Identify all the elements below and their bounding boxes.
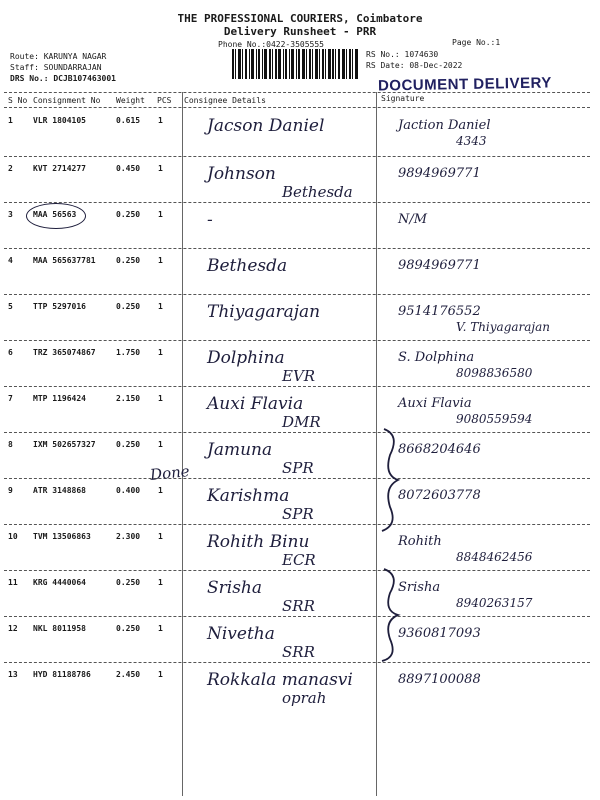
row-divider (4, 202, 590, 203)
staff: Staff: SOUNDARRAJAN (10, 63, 102, 72)
row-weight: 0.250 (116, 624, 141, 633)
row-consignment: MAA 56563 (33, 210, 77, 219)
row-weight: 0.450 (116, 164, 141, 173)
signature-extra: 8940263157 (456, 596, 533, 610)
row-sno: 4 (8, 256, 13, 265)
row-pcs: 1 (158, 624, 163, 633)
col-consignee: Consignee Details (184, 96, 266, 105)
signature: 9360817093 (398, 626, 481, 641)
row-sno: 13 (8, 670, 18, 679)
consignee-area: Bethesda (282, 183, 353, 201)
consignee-name: Nivetha (207, 624, 275, 644)
row-pcs: 1 (158, 440, 163, 449)
row-divider (4, 294, 590, 295)
consignee-area: oprah (282, 689, 327, 707)
row-consignment: MTP 1196424 (33, 394, 86, 403)
consignee-name: Thiyagarajan (207, 302, 321, 322)
row-divider (4, 616, 590, 617)
consignee-name: Rokkala manasvi (207, 670, 353, 690)
phone-number: Phone No.:0422-3505555 (218, 40, 324, 49)
signature: Srisha (398, 580, 441, 595)
col-pcs: PCS (157, 96, 172, 105)
consignee-divider (182, 92, 183, 796)
route: Route: KARUNYA NAGAR (10, 52, 107, 61)
row-consignment: TTP 5297016 (33, 302, 86, 311)
consignee-name: Jamuna (207, 440, 273, 460)
signature: 9894969771 (398, 258, 481, 273)
row-divider (4, 570, 590, 571)
consignee-area: SPR (282, 459, 314, 477)
signature: 8897100088 (398, 672, 481, 687)
consignee-name: Johnson (207, 164, 276, 184)
row-divider (4, 524, 590, 525)
drs-number: DRS No.: DCJB107463001 (10, 74, 116, 83)
col-sno: S No (8, 96, 28, 105)
row-sno: 3 (8, 210, 13, 219)
row-weight: 0.250 (116, 256, 141, 265)
row-consignment: IXM 502657327 (33, 440, 96, 449)
row-consignment: KRG 4440064 (33, 578, 86, 587)
row-pcs: 1 (158, 116, 163, 125)
row-weight: 2.150 (116, 394, 141, 403)
document-delivery-stamp: DOCUMENT DELIVERY (377, 74, 552, 95)
row-weight: 0.250 (116, 440, 141, 449)
signature: 8072603778 (398, 488, 481, 503)
consignee-area: EVR (282, 367, 316, 385)
row-sno: 11 (8, 578, 18, 587)
consignee-name: Srisha (207, 578, 263, 598)
consignee-name: Jacson Daniel (207, 116, 325, 136)
signature: 9514176552 (398, 304, 481, 319)
row-consignment: VLR 1804105 (33, 116, 86, 125)
signature: S. Dolphina (398, 350, 475, 365)
row-consignment: KVT 2714277 (33, 164, 86, 173)
header-divider (4, 107, 590, 108)
row-weight: 0.250 (116, 578, 141, 587)
row-pcs: 1 (158, 578, 163, 587)
row-consignment: NKL 8011958 (33, 624, 86, 633)
consignee-name: Dolphina (207, 348, 285, 368)
row-pcs: 1 (158, 164, 163, 173)
row-sno: 2 (8, 164, 13, 173)
row-weight: 0.400 (116, 486, 141, 495)
consignee-name: Rohith Binu (207, 532, 310, 552)
signature: N/M (398, 212, 428, 227)
consignee-area: ECR (282, 551, 316, 569)
row-sno: 10 (8, 532, 18, 541)
row-sno: 9 (8, 486, 13, 495)
table-top-line (4, 92, 590, 93)
row-weight: 0.250 (116, 302, 141, 311)
bracket-mark-2 (374, 565, 404, 665)
row-weight: 2.300 (116, 532, 141, 541)
col-consignment: Consignment No (33, 96, 101, 105)
consignee-area: SPR (282, 505, 314, 523)
row-sno: 1 (8, 116, 13, 125)
row-pcs: 1 (158, 532, 163, 541)
consignee-name: Auxi Flavia (207, 394, 304, 414)
company-name: THE PROFESSIONAL COURIERS, Coimbatore (177, 12, 423, 25)
bracket-mark (374, 425, 404, 535)
signature-extra: 4343 (456, 134, 487, 148)
consignee-area: SRR (282, 597, 315, 615)
done-annotation: Done (149, 461, 191, 485)
row-pcs: 1 (158, 670, 163, 679)
row-pcs: 1 (158, 256, 163, 265)
row-consignment: TVM 13506863 (33, 532, 91, 541)
row-divider (4, 662, 590, 663)
signature: Rohith (398, 534, 442, 549)
consignee-area: SRR (282, 643, 315, 661)
circle-mark (26, 203, 86, 229)
row-divider (4, 478, 590, 479)
row-divider (4, 156, 590, 157)
row-sno: 7 (8, 394, 13, 403)
col-weight: Weight (116, 96, 145, 105)
barcode (232, 49, 358, 79)
row-divider (4, 340, 590, 341)
rs-number: RS No.: 1074630 (366, 50, 439, 59)
row-sno: 5 (8, 302, 13, 311)
row-pcs: 1 (158, 394, 163, 403)
row-weight: 1.750 (116, 348, 141, 357)
page-number: Page No.:1 (452, 38, 501, 47)
signature-extra: 8848462456 (456, 550, 533, 564)
row-consignment: ATR 3148868 (33, 486, 86, 495)
signature-extra: V. Thiyagarajan (456, 320, 551, 334)
row-weight: 0.250 (116, 210, 141, 219)
row-sno: 6 (8, 348, 13, 357)
signature: Jaction Daniel (398, 118, 491, 133)
signature: 9894969771 (398, 166, 481, 181)
row-weight: 2.450 (116, 670, 141, 679)
row-pcs: 1 (158, 210, 163, 219)
signature-extra: 8098836580 (456, 366, 533, 380)
consignee-area: DMR (282, 413, 321, 431)
row-divider (4, 432, 590, 433)
row-consignment: HYD 81188786 (33, 670, 91, 679)
row-pcs: 1 (158, 302, 163, 311)
row-pcs: 1 (158, 348, 163, 357)
col-signature: Signature (381, 94, 425, 103)
row-divider (4, 386, 590, 387)
row-weight: 0.615 (116, 116, 141, 125)
signature: 8668204646 (398, 442, 481, 457)
signature: Auxi Flavia (398, 396, 472, 411)
signature-extra: 9080559594 (456, 412, 533, 426)
rs-date: RS Date: 08-Dec-2022 (366, 61, 463, 70)
row-sno: 8 (8, 440, 13, 449)
consignee-name: Karishma (207, 486, 290, 506)
row-consignment: MAA 565637781 (33, 256, 96, 265)
row-consignment: TRZ 365074867 (33, 348, 96, 357)
row-pcs: 1 (158, 486, 163, 495)
consignee-name: - (207, 210, 213, 230)
sheet-title: Delivery Runsheet - PRR (223, 25, 377, 38)
row-divider (4, 248, 590, 249)
row-sno: 12 (8, 624, 18, 633)
consignee-name: Bethesda (207, 256, 288, 276)
